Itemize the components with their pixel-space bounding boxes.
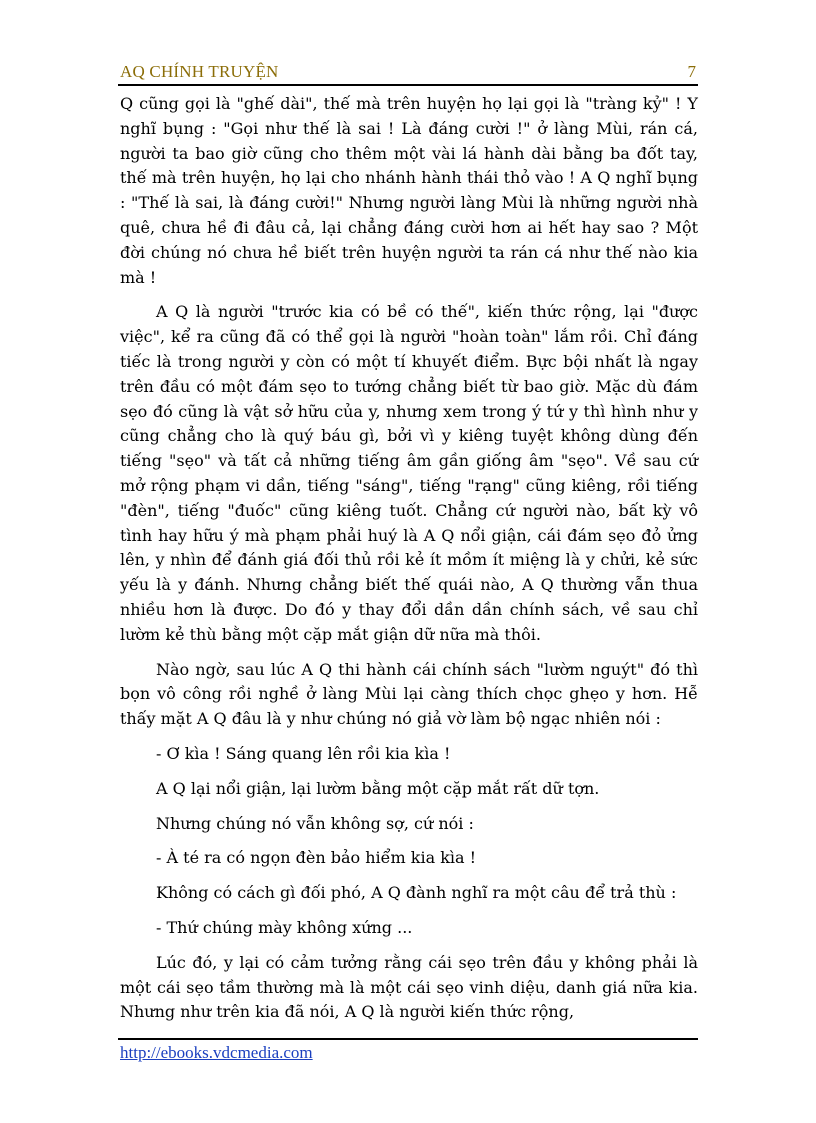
paragraph: A Q là người "trước kia có bề có thế", kiến thức rộng, lại "được việc", kể ra cũng đã có thể gọi là người "hoàn toàn" lắm rồi. Chỉ đáng tiếc là trong người y còn có một tí khuyết điểm. Bực bội nhất là ngay trên đầu có một đám sẹo to tướng chẳng biết từ bao giờ. Mặc dù đám sẹo đó cũng là vật sở hữu của y, nhưng xem trong ý tứ y thì hình như y cũng chẳng cho là quý báu gì, bởi vì y kiêng tuyệt không dùng đến tiếng "sẹo" và tất cả những tiếng âm gần giống âm "sẹo". Về sau cứ mở rộng phạm vi dần, tiếng "sáng", tiếng "rạng" cũng kiêng, rồi tiếng "đèn", tiếng "đuốc" cũng kiêng tuốt. Chẳng cứ người nào, bất kỳ vô tình hay hữu ý mà phạm phải huý là A Q nổi giận, cái đám sẹo đỏ ửng lên, y nhìn để đánh giá đối thủ rồi kẻ ít mồm ít miệng là y chửi, kẻ sức yếu là y đánh. Nhưng chẳng biết thế quái nào, A Q thường vẫn thua nhiều hơn là được. Do đó y thay đổi dần dần chính sách, về sau chỉ lườm kẻ thù bằng một cặp mắt giận dữ nữa mà thôi. <box>120 302 698 644</box>
paragraph: Không có cách gì đối phó, A Q đành nghĩ ra một câu để trả thù : <box>156 883 677 903</box>
page-header <box>118 60 698 86</box>
paragraph: A Q lại nổi giận, lại lườm bằng một cặp mắt rất dữ tợn. <box>156 778 600 798</box>
page-number: 7 <box>687 62 696 81</box>
book-title: AQ CHÍNH TRUYỆN <box>120 62 279 81</box>
paragraph: Lúc đó, y lại có cảm tưởng rằng cái sẹo trên đầu y không phải là một cái sẹo tầm thường mà là một cái sẹo vinh diệu, danh giá nữa kia. Nhưng như trên kia đã nói, A Q là người kiến thức rộng, <box>120 952 698 1022</box>
paragraph: - À té ra có ngọn đèn bảo hiểm kia kìa ! <box>156 848 477 868</box>
paragraph: Nào ngờ, sau lúc A Q thi hành cái chính sách "lườm nguýt" đó thì bọn vô công rồi nghề ở làng Mùi lại càng thích chọc ghẹo y hơn. Hễ thấy mặt A Q đâu là y như chúng nó giả vờ làm bộ ngạc nhiên nói : <box>120 659 698 729</box>
page-footer <box>118 1038 698 1062</box>
paragraph: Nhưng chúng nó vẫn không sợ, cứ nói : <box>156 813 474 833</box>
footer-url-link[interactable]: http://ebooks.vdcmedia.com <box>120 1043 313 1062</box>
paragraph: - Thứ chúng mày không xứng ... <box>156 917 413 937</box>
paragraph: Q cũng gọi là "ghế dài", thế mà trên huyện họ lại gọi là "tràng kỷ" ! Y nghĩ bụng : "Gọi như thế là sai ! Là đáng cười !" ở làng Mùi, rán cá, người ta bao giờ cũng cho thêm một vài lá hành dài bằng ba đốt tay, thế mà trên huyện, họ lại cho nhánh hành thái thỏ vào ! A Q nghĩ bụng : "Thế là sai, là đáng cười!" Nhưng người làng Mùi là những người nhà quê, chưa hề đi đâu cả, lại chẳng đáng cười hơn ai hết hay sao ? Một đời chúng nó chưa hề biết trên huyện người ta rán cá như thế nào kia mà ! <box>120 94 698 287</box>
paragraph: - Ơ kìa ! Sáng quang lên rồi kia kìa ! <box>156 743 451 763</box>
body-text <box>120 92 698 1035</box>
